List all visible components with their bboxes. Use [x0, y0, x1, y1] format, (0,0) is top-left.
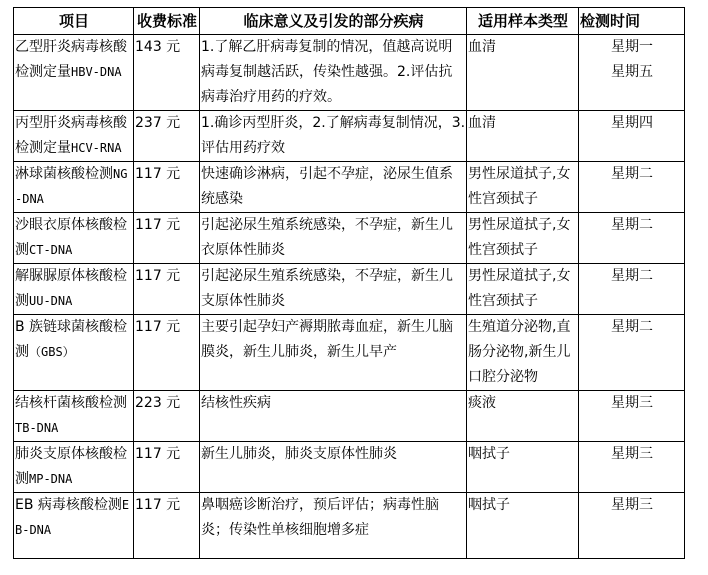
item-name: 肺炎支原体核酸检测 [15, 446, 127, 487]
header-price: 收费标准 [134, 8, 200, 35]
clinical-cell: 1.确诊丙型肝炎，2.了解病毒复制情况，3.评估用药疗效 [200, 111, 467, 162]
test-day: 星期五 [611, 64, 653, 80]
item-code: （GBS） [29, 345, 75, 359]
item-code: TB-DNA [15, 421, 59, 435]
table-row [14, 315, 685, 391]
price-cell: 117 元 [134, 315, 200, 391]
test-day: 星期三 [611, 395, 653, 411]
clinical-cell: 1.了解乙肝病毒复制的情况，值越高说明病毒复制越活跃，传染性越强。2.评估抗病毒治疗用药的疗效。 [200, 35, 467, 111]
table-row [14, 264, 685, 315]
item-cell [14, 111, 134, 162]
test-day: 星期一 [611, 39, 653, 55]
table-row [14, 162, 685, 213]
test-day: 星期二 [611, 166, 653, 182]
price-cell: 117 元 [134, 493, 200, 559]
sample-cell: 男性尿道拭子,女性宫颈拭子 [467, 213, 579, 264]
item-code: MP-DNA [29, 472, 73, 486]
time-cell [579, 264, 685, 315]
item-name: B 族链球菌核酸检测 [15, 319, 128, 360]
sample-cell: 咽拭子 [467, 442, 579, 493]
item-name: 解脲脲原体核酸检测 [15, 268, 127, 309]
item-code: NG-DNA [15, 167, 128, 206]
header-sample: 适用样本类型 [467, 8, 579, 35]
table-row [14, 111, 685, 162]
price-cell: 237 元 [134, 111, 200, 162]
item-cell [14, 35, 134, 111]
table-header-row [14, 8, 685, 35]
table-row [14, 442, 685, 493]
header-clinical: 临床意义及引发的部分疾病 [200, 8, 467, 35]
test-day: 星期二 [611, 217, 653, 233]
item-code: UU-DNA [29, 294, 73, 308]
item-cell [14, 493, 134, 559]
item-code: HCV-RNA [71, 141, 122, 155]
test-day: 星期二 [611, 319, 653, 335]
item-name: 乙型肝炎病毒核酸检测定量 [15, 39, 127, 80]
item-name: EB 病毒核酸检测 [15, 497, 122, 513]
sample-cell: 男性尿道拭子,女性宫颈拭子 [467, 162, 579, 213]
clinical-cell: 主要引起孕妇产褥期脓毒血症，新生儿脑膜炎，新生儿肺炎，新生儿早产 [200, 315, 467, 391]
test-day: 星期三 [611, 497, 653, 513]
price-cell: 223 元 [134, 391, 200, 442]
item-cell [14, 391, 134, 442]
sample-cell: 生殖道分泌物,直肠分泌物,新生儿口腔分泌物 [467, 315, 579, 391]
nucleic-acid-test-table [13, 7, 685, 559]
price-cell: 117 元 [134, 442, 200, 493]
item-cell [14, 442, 134, 493]
price-cell: 143 元 [134, 35, 200, 111]
clinical-cell: 新生儿肺炎，肺炎支原体性肺炎 [200, 442, 467, 493]
time-cell [579, 213, 685, 264]
item-name: 丙型肝炎病毒核酸检测定量 [15, 115, 127, 156]
sample-cell: 咽拭子 [467, 493, 579, 559]
time-cell [579, 35, 685, 111]
time-cell [579, 493, 685, 559]
item-cell [14, 162, 134, 213]
price-cell: 117 元 [134, 162, 200, 213]
time-cell [579, 442, 685, 493]
price-cell: 117 元 [134, 213, 200, 264]
item-cell [14, 315, 134, 391]
table-row [14, 493, 685, 559]
item-name: 沙眼衣原体核酸检测 [15, 217, 127, 258]
header-item: 项目 [14, 8, 134, 35]
table-row [14, 213, 685, 264]
sample-cell: 血清 [467, 111, 579, 162]
clinical-cell: 引起泌尿生殖系统感染，不孕症，新生儿支原体性肺炎 [200, 264, 467, 315]
table-row [14, 391, 685, 442]
item-name: 淋球菌核酸检测 [15, 166, 113, 182]
table-row [14, 35, 685, 111]
test-day: 星期三 [611, 446, 653, 462]
item-cell [14, 213, 134, 264]
item-name: 结核杆菌核酸检测 [15, 395, 127, 411]
time-cell [579, 162, 685, 213]
clinical-cell: 快速确诊淋病，引起不孕症，泌尿生值系统感染 [200, 162, 467, 213]
clinical-cell: 鼻咽癌诊断治疗，预后评估；病毒性脑炎；传染性单核细胞增多症 [200, 493, 467, 559]
sample-cell: 男性尿道拭子,女性宫颈拭子 [467, 264, 579, 315]
test-day: 星期二 [611, 268, 653, 284]
test-day: 星期四 [611, 115, 653, 131]
item-code: EB-DNA [15, 498, 130, 537]
item-cell [14, 264, 134, 315]
sample-cell: 痰液 [467, 391, 579, 442]
header-time: 检测时间 [579, 8, 685, 35]
item-code: CT-DNA [29, 243, 73, 257]
time-cell [579, 391, 685, 442]
time-cell [579, 315, 685, 391]
time-cell [579, 111, 685, 162]
sample-cell: 血清 [467, 35, 579, 111]
clinical-cell: 结核性疾病 [200, 391, 467, 442]
clinical-cell: 引起泌尿生殖系统感染，不孕症，新生儿衣原体性肺炎 [200, 213, 467, 264]
price-cell: 117 元 [134, 264, 200, 315]
item-code: HBV-DNA [71, 65, 122, 79]
